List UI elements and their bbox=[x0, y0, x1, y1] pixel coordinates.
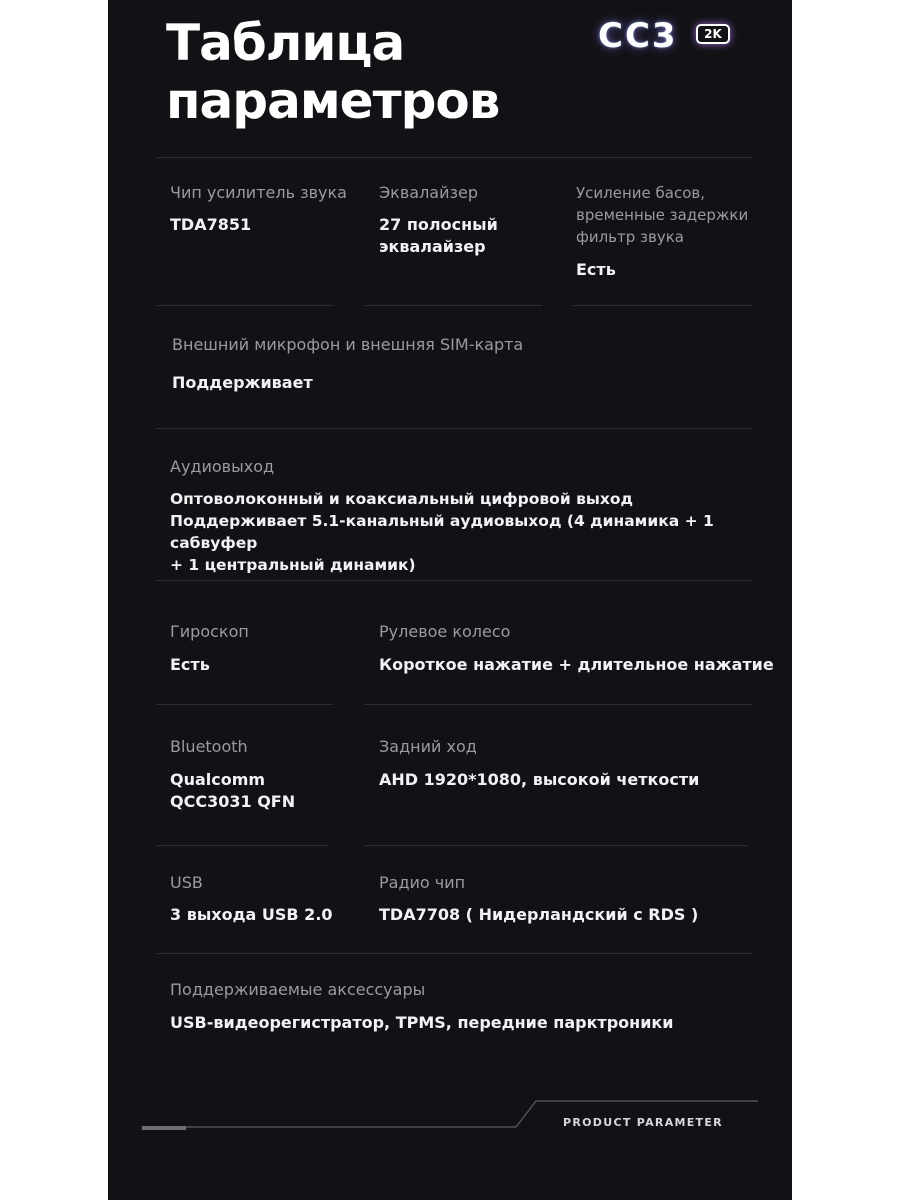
logo-text: CC3 bbox=[598, 16, 678, 56]
param-value-steering: Короткое нажатие + длительное нажатие bbox=[379, 655, 774, 674]
param-value-reverse: AHD 1920*1080, высокой четкости bbox=[379, 770, 700, 789]
param-label-mic-sim: Внешний микрофон и внешняя SIM-карта bbox=[172, 335, 524, 354]
param-label-bass: Усиление басов, временные задержки фильтр звука bbox=[576, 184, 749, 246]
param-value-equalizer: 27 полосный эквалайзер bbox=[379, 215, 498, 256]
parameter-poster bbox=[108, 0, 792, 1200]
param-label-amp-chip: Чип усилитель звука bbox=[170, 183, 347, 202]
param-label-accessories: Поддерживаемые аксессуары bbox=[170, 980, 426, 999]
logo-badge: 2K bbox=[696, 24, 730, 44]
param-value-bass: Есть bbox=[576, 260, 616, 279]
param-label-bluetooth: Bluetooth bbox=[170, 737, 248, 756]
footer-caption: PRODUCT PARAMETER bbox=[563, 1116, 723, 1129]
param-value-audio-out: Оптоволоконный и коаксиальный цифровой выход Поддерживает 5.1-канальный аудиовыход (4 динамика + 1 сабвуфер + 1 центральный динамик) bbox=[170, 490, 714, 574]
param-value-usb: 3 выхода USB 2.0 bbox=[170, 905, 333, 924]
param-label-gyro: Гироскоп bbox=[170, 622, 249, 641]
page-title: Таблица параметров bbox=[166, 14, 500, 130]
param-label-usb: USB bbox=[170, 873, 203, 892]
param-label-audio-out: Аудиовыход bbox=[170, 457, 275, 476]
param-label-radio-chip: Радио чип bbox=[379, 873, 466, 892]
footer-decor-line bbox=[108, 0, 792, 1200]
param-value-accessories: USB-видеорегистратор, TPMS, передние парктроники bbox=[170, 1013, 674, 1032]
param-value-amp-chip: TDA7851 bbox=[170, 215, 252, 234]
param-label-equalizer: Эквалайзер bbox=[379, 183, 479, 202]
param-label-reverse: Задний ход bbox=[379, 737, 477, 756]
param-value-bluetooth: Qualcomm QCC3031 QFN bbox=[170, 770, 296, 811]
param-value-gyro: Есть bbox=[170, 655, 210, 674]
param-label-steering: Рулевое колесо bbox=[379, 622, 511, 641]
param-value-mic-sim: Поддерживает bbox=[172, 373, 313, 392]
param-value-radio-chip: TDA7708 ( Нидерландский с RDS ) bbox=[379, 905, 699, 924]
